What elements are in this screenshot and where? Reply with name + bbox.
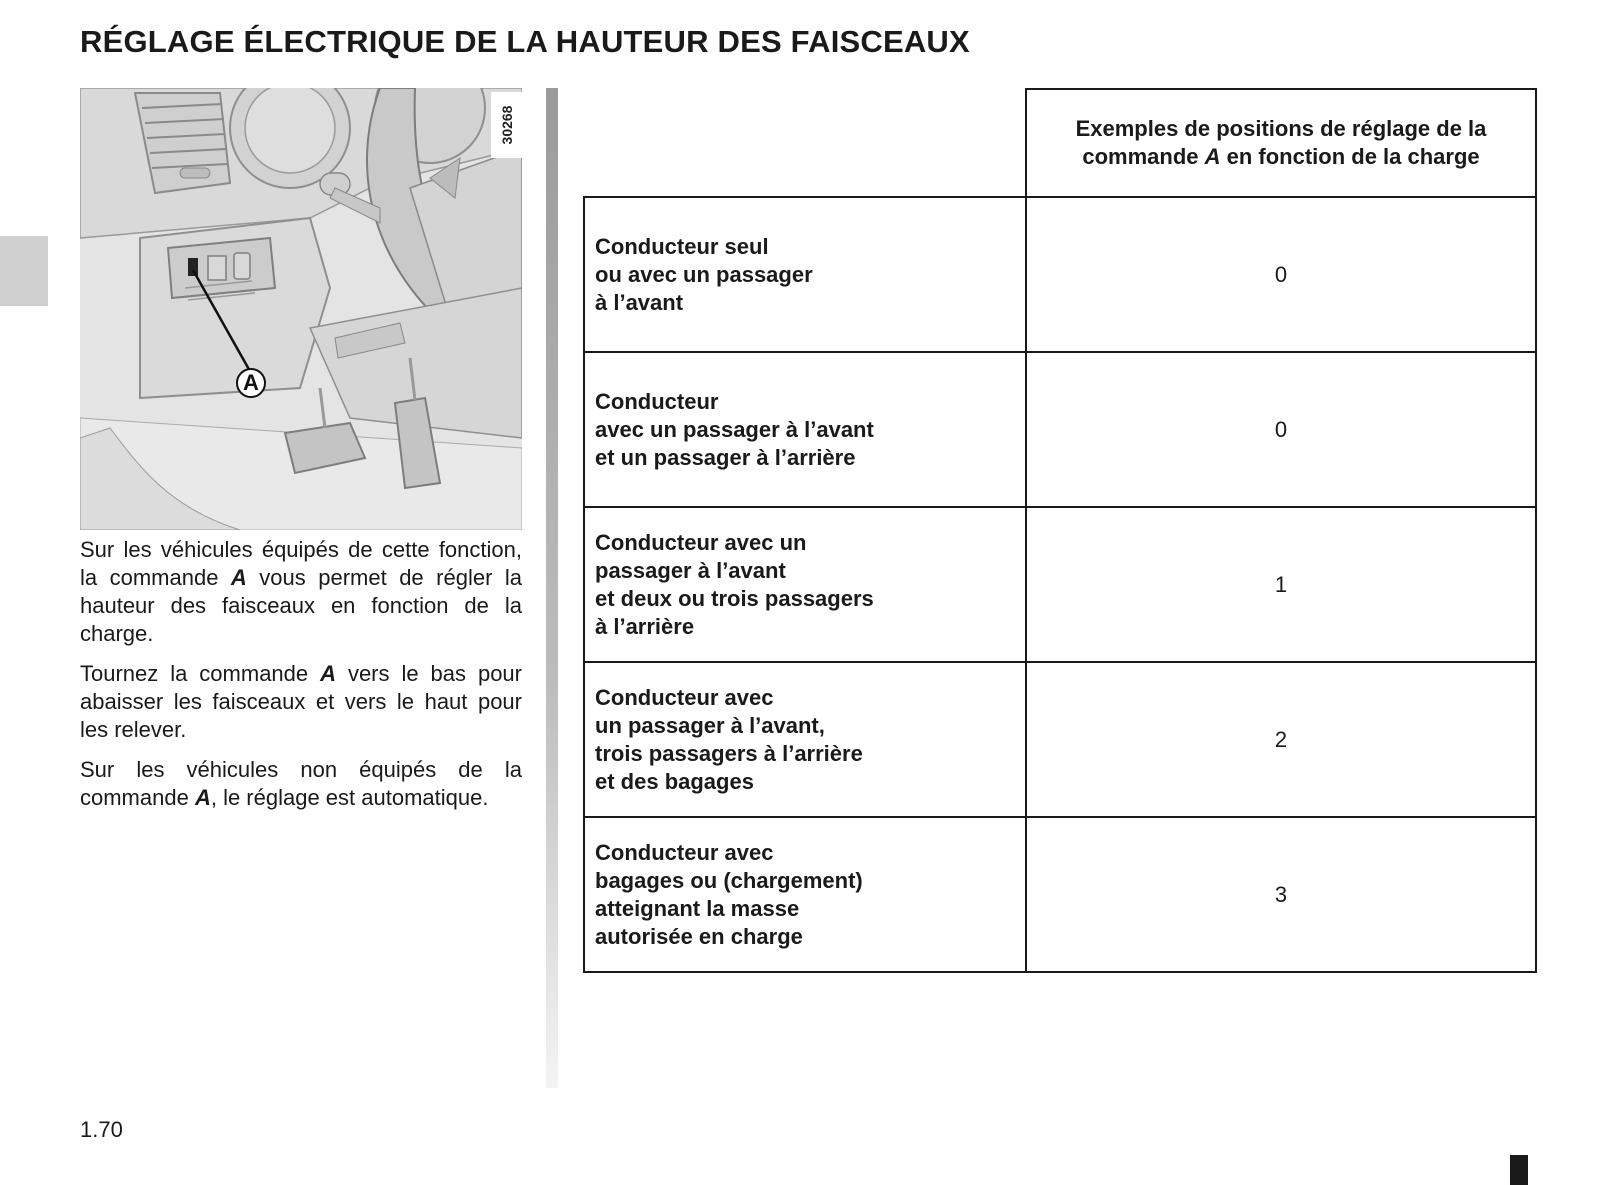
figure-reference-number: 30268 — [499, 105, 515, 145]
dashboard-drawing — [80, 88, 522, 530]
load-cell: Conducteur avec un passager à l’avant et un passager à l’arrière — [584, 352, 1026, 507]
table-row — [584, 817, 1536, 972]
load-cell: Conducteur seul ou avec un passager à l’avant — [584, 197, 1026, 352]
callout-a-label: A — [236, 368, 266, 398]
position-cell: 3 — [1026, 817, 1536, 972]
positions-table — [583, 88, 1537, 973]
position-cell: 2 — [1026, 662, 1536, 817]
table-header: Exemples de positions de réglage de la commande A en fonction de la charge — [1026, 89, 1536, 197]
table-row — [584, 507, 1536, 662]
load-cell: Conducteur avec bagages ou (chargement) atteignant la masse autorisée en charge — [584, 817, 1026, 972]
figure-reference — [491, 92, 523, 158]
page-title: RÉGLAGE ÉLECTRIQUE DE LA HAUTEUR DES FAISCEAUX — [80, 24, 970, 59]
table-header-row — [584, 89, 1536, 197]
table-row — [584, 197, 1536, 352]
column-divider — [546, 88, 558, 1088]
load-cell: Conducteur avec un passager à l’avant et deux ou trois passagers à l’arrière — [584, 507, 1026, 662]
paragraph-equipped: Sur les véhicules équipés de cette fonction, la commande A vous permet de régler la hauteur des faisceaux en fonction de la charge. — [80, 537, 522, 646]
paragraph-not-equipped: Sur les véhicules non équipés de la commande A, le réglage est automatique. — [80, 757, 522, 810]
dashboard-illustration — [80, 88, 522, 530]
page-corner-mark — [1510, 1155, 1528, 1185]
paragraph-instructions: Tournez la commande A vers le bas pour abaisser les faisceaux et vers le haut pour les relever. — [80, 661, 522, 742]
position-cell: 0 — [1026, 197, 1536, 352]
load-cell: Conducteur avec un passager à l’avant, trois passagers à l’arrière et des bagages — [584, 662, 1026, 817]
chapter-tab — [0, 236, 48, 306]
table-header-blank — [584, 89, 1026, 197]
table-row — [584, 352, 1536, 507]
page-number: 1.70 — [80, 1117, 123, 1142]
body-text — [80, 536, 522, 824]
table-row — [584, 662, 1536, 817]
position-cell: 0 — [1026, 352, 1536, 507]
position-cell: 1 — [1026, 507, 1536, 662]
